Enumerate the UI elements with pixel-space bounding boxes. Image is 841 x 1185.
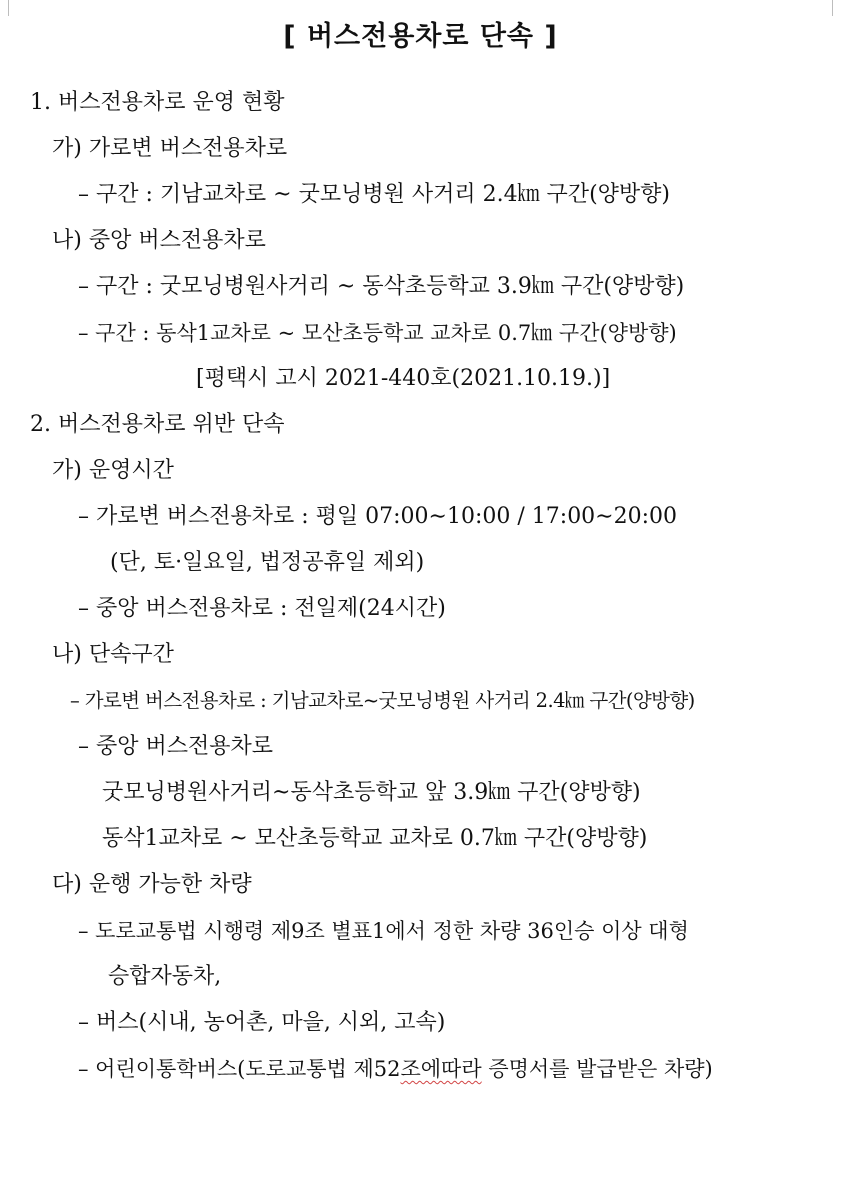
section-2-b-item-1: – 가로변 버스전용차로 : 기남교차로~굿모닝병원 사거리 2.4㎞ 구간(양방향) [70,689,695,712]
section-2-c-item-3 [78,1054,713,1084]
section-2-c-item-1-cont: 승합자동차, [108,964,222,989]
section-2-b-item-2-sub-1: 굿모닝병원사거리~동삭초등학교 앞 3.9㎞ 구간(양방향) [102,780,641,805]
section-2-heading: 2. 버스전용차로 위반 단속 [30,412,285,437]
notice-reference: [평택시 고시 2021-440호(2021.10.19.)] [196,366,611,391]
section-2-a-item-2: – 중앙 버스전용차로 : 전일제(24시간) [78,596,446,621]
section-1-a-heading: 가) 가로변 버스전용차로 [52,136,288,161]
section-2-c-item-3-start: – 어린이통학버스(도로교통법 제52 [78,1057,401,1081]
section-2-a-item-1-note: (단, 토·일요일, 법정공휴일 제외) [110,550,425,575]
page-title: [ 버스전용차로 단속 ] [283,21,558,52]
section-1-a-item-1: – 구간 : 기남교차로 ~ 굿모닝병원 사거리 2.4㎞ 구간(양방향) [78,182,670,207]
section-2-c-heading: 다) 운행 가능한 차량 [52,872,252,897]
spellcheck-underlined-word: 조에따라 [400,1057,482,1081]
section-2-b-item-2: – 중앙 버스전용차로 [78,734,274,759]
section-2-a-heading: 가) 운영시간 [52,458,174,483]
section-2-b-heading: 나) 단속구간 [52,642,174,667]
section-1-b-heading: 나) 중앙 버스전용차로 [52,228,266,253]
section-2-c-item-2: – 버스(시내, 농어촌, 마을, 시외, 고속) [78,1010,446,1035]
section-1-heading: 1. 버스전용차로 운영 현황 [30,90,285,115]
section-2-b-item-2-sub-2: 동삭1교차로 ~ 모산초등학교 교차로 0.7㎞ 구간(양방향) [102,826,648,851]
section-2-a-item-1: – 가로변 버스전용차로 : 평일 07:00∼10:00 / 17:00∼20:00 [78,504,678,529]
section-1-b-item-1: – 구간 : 굿모닝병원사거리 ~ 동삭초등학교 3.9㎞ 구간(양방향) [78,274,685,299]
section-2-c-item-3-end: 증명서를 발급받은 차량) [481,1057,713,1081]
section-1-b-item-2: – 구간 : 동삭1교차로 ~ 모산초등학교 교차로 0.7㎞ 구간(양방향) [78,321,677,345]
section-2-c-item-1: – 도로교통법 시행령 제9조 별표1에서 정한 차량 36인승 이상 대형 [78,919,689,943]
